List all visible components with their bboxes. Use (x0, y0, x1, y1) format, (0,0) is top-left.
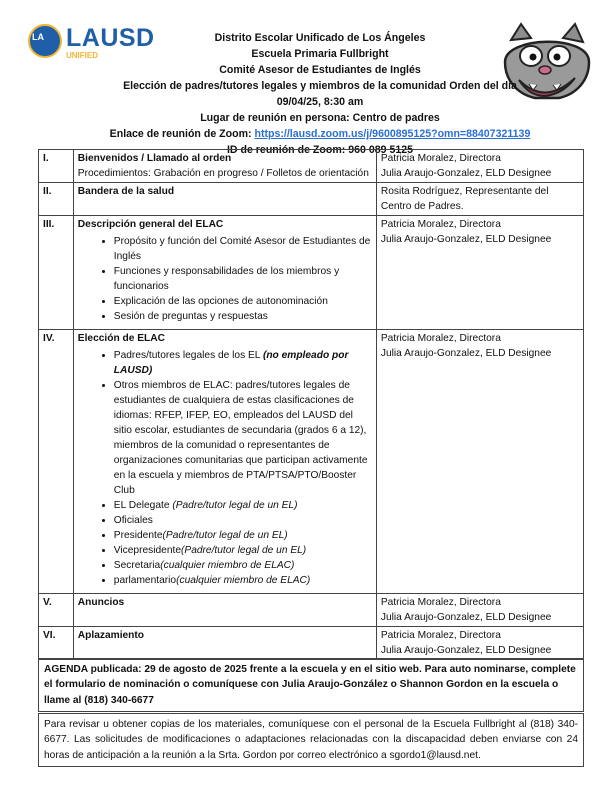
list-item: • Propósito y función del Comité Asesor de Estudiantes de Inglés (114, 234, 372, 264)
list-item (114, 348, 372, 378)
list-item (114, 528, 372, 543)
item-note: (Padre/tutor legal de un EL) (181, 545, 307, 556)
row-title: Bienvenidos / Llamado al orden (77, 153, 232, 164)
list-item: • Oficiales (114, 513, 372, 528)
responsible-2: Julia Araujo-Gonzalez, ELD Designee (380, 645, 552, 656)
item-text: Presidente (113, 530, 163, 541)
topic-list (78, 234, 372, 324)
row-title: Anuncios (77, 597, 125, 608)
responsible-1: Patricia Moralez, Directora (380, 333, 501, 344)
responsible-1: Patricia Moralez, Directora (380, 219, 501, 230)
responsible-2: Julia Araujo-Gonzalez, ELD Designee (380, 234, 552, 245)
responsible-1: Patricia Moralez, Directora (380, 630, 501, 641)
zoom-link[interactable]: https://lausd.zoom.us/j/9600895125?omn=88407321139 (254, 128, 531, 140)
item-text: EL Delegate (113, 500, 173, 511)
list-item: • Otros miembros de ELAC: padres/tutores legales de estudiantes de cualquiera de estas clasificaciones de idiomas: RFEP, IFEP, EO, empleados del LAUSD del sitio escolar, estudiantes de secundaria (grados 6 a 12), miembros de la comunidad o representantes de organizaciones comunitarias que participan activamente en la escuela y miembros de PTA/PTSA/PTO/Booster Club (114, 378, 372, 498)
meeting-location: Lugar de reunión en persona: Centro de padres (200, 112, 440, 124)
zoom-label: Enlace de reunión de Zoom: (109, 128, 252, 140)
table-row (39, 150, 584, 183)
item-text: Secretaria (113, 560, 161, 571)
row-topic (73, 216, 376, 330)
row-topic (73, 150, 376, 183)
item-note: (no empleado por LAUSD) (113, 350, 349, 376)
logo-name: LAUSD (66, 24, 155, 52)
row-text: Procedimientos: Grabación en progreso / Folletos de orientación (77, 168, 369, 179)
agenda-notice: AGENDA publicada: 29 de agosto de 2025 frente a la escuela y en el sitio web. Para auto nominarse, complete el formulario de nominación o comuníquese con Julia Araujo-González o Shannon Gordon en la escuela o llame al (818) 340-6677 (38, 658, 584, 712)
responsible-2: Julia Araujo-Gonzalez, ELD Designee (380, 612, 552, 623)
meeting-date: 09/04/25, 8:30 am (276, 96, 364, 108)
item-text: Padres/tutores legales de los EL (113, 350, 263, 361)
list-item: • Sesión de preguntas y respuestas (114, 309, 372, 324)
table-row (39, 330, 584, 594)
row-title: Elección de ELAC (77, 333, 165, 344)
item-text: Vicepresidente (113, 545, 182, 556)
item-note: (cualquier miembro de ELAC) (160, 560, 295, 571)
item-note: (Padre/tutor legal de un EL) (172, 500, 298, 511)
responsible-1: Rosita Rodríguez, Representante del Centro de Padres. (380, 186, 549, 212)
row-responsible (376, 150, 583, 183)
school-name: Escuela Primaria Fullbright (251, 48, 389, 60)
agenda-table (38, 149, 584, 660)
table-row (39, 627, 584, 660)
row-responsible (376, 216, 583, 330)
list-item: • Explicación de las opciones de autonominación (114, 294, 372, 309)
responsible-1: Patricia Moralez, Directora (380, 597, 501, 608)
row-number: I. (39, 150, 74, 183)
list-item (114, 498, 372, 513)
logo-sub: UNIFIED (66, 51, 98, 60)
table-row (39, 216, 584, 330)
row-topic (73, 594, 376, 627)
document-header (100, 30, 540, 158)
row-number: III. (39, 216, 74, 330)
responsible-2: Julia Araujo-Gonzalez, ELD Designee (380, 168, 552, 179)
responsible-1: Patricia Moralez, Directora (380, 153, 501, 164)
row-responsible (376, 183, 583, 216)
row-responsible (376, 594, 583, 627)
table-row (39, 183, 584, 216)
item-note: (Padre/tutor legal de un EL) (162, 530, 288, 541)
accessibility-footer: Para revisar u obtener copias de los materiales, comuníquese con el personal de la Escuela Fullbright al (818) 340-6677. Las solicitudes de modificaciones o adaptaciones relacionadas con la discapacidad deben enviarse con 24 horas de anticipación a la reunión a la Srta. Gordon por correo electrónico a sgordo1@lausd.net. (38, 713, 584, 767)
topic-list (78, 348, 372, 588)
row-topic (73, 183, 376, 216)
row-number: II. (39, 183, 74, 216)
row-number: V. (39, 594, 74, 627)
row-title: Aplazamiento (77, 630, 145, 641)
zoom-line (100, 126, 540, 142)
zoom-id: ID de reunión de Zoom: 960 089 5125 (226, 144, 414, 156)
row-topic (73, 627, 376, 660)
item-note: (cualquier miembro de ELAC) (176, 575, 311, 586)
row-number: IV. (39, 330, 74, 594)
list-item (114, 543, 372, 558)
list-item: • Funciones y responsabilidades de los miembros y funcionarios (114, 264, 372, 294)
row-responsible (376, 330, 583, 594)
list-item (114, 573, 372, 588)
item-text: parlamentario (113, 575, 177, 586)
row-title: Bandera de la salud (77, 186, 175, 197)
committee-name: Comité Asesor de Estudiantes de Inglés (219, 64, 421, 76)
list-item (114, 558, 372, 573)
table-row (39, 594, 584, 627)
responsible-2: Julia Araujo-Gonzalez, ELD Designee (380, 348, 552, 359)
agenda-title: Elección de padres/tutores legales y miembros de la comunidad Orden del día (123, 80, 517, 92)
logo-emblem-text: LA (32, 32, 44, 42)
row-responsible (376, 627, 583, 660)
row-number: VI. (39, 627, 74, 660)
district-name: Distrito Escolar Unificado de Los Ángeles (214, 32, 426, 44)
row-topic (73, 330, 376, 594)
row-title: Descripción general del ELAC (77, 219, 224, 230)
